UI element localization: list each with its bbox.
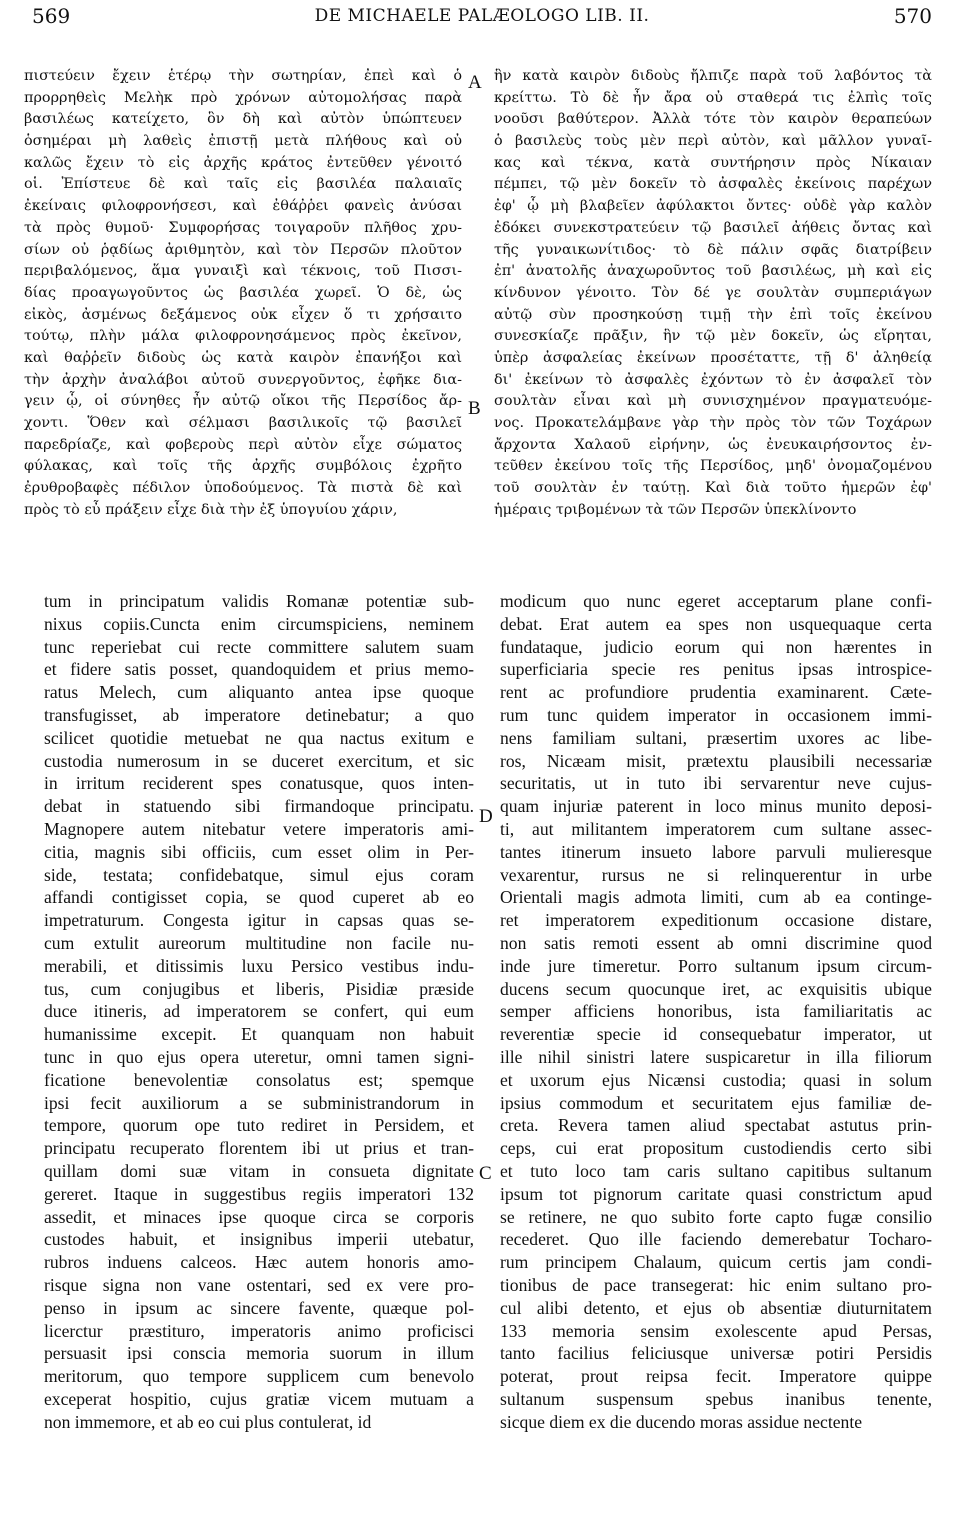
- text-line: νος. Προκατελάμβανε γὰρ τὴν πρὸς τὸν τῶν Τοχάρων: [494, 415, 932, 431]
- text-line: ἐρυθροβαφὲς πέδιλον ὑποδούμενος. Τὰ πιστὰ δὲ καὶ: [24, 480, 462, 497]
- text-line: ἐδόκει συνεκστρατεύειν τῷ βασιλεῖ ἀήθεις ὄντας καὶ: [494, 219, 932, 236]
- text-line: ficatione benevolentiæ consolatus est; spemque: [44, 1069, 474, 1090]
- text-line: cum extulit aureorum multitudine non facile nu-: [44, 932, 474, 953]
- text-line: νοοῦσι βαθύτερον. Ἀλλὰ τότε τὸν καιρὸν θεραπεύων: [494, 111, 932, 128]
- text-line: σουλτὰν εἶναι καὶ μὴ συνισχημένον πραγματευόμε-: [494, 393, 932, 410]
- text-line: affandi contigisset copia, se quod cuperet ab eo: [44, 887, 474, 908]
- text-line: παρεδρίαζε, καὶ φοβεροὺς περὶ αὐτὸν εἶχε σώματος: [24, 436, 462, 453]
- text-line: tionibus de pace transegerat: hic enim sultano pro-: [500, 1274, 932, 1295]
- text-line: penso in ipsum ac sincere favente, quæque pol-: [44, 1297, 474, 1318]
- text-line: non satis remoti essent ab omni discrimine quod: [500, 932, 932, 953]
- text-line: τούτῳ, πλὴν μάλα φιλοφρονησάμενος πρὸς ἐκεῖνον,: [24, 328, 462, 345]
- text-line: πέμπει, τῷ μὲν δοκεῖν τὸ ἀσφαλὲς ἐκείνοις παρέχων: [494, 176, 932, 193]
- text-line: licerctur præstituro, imperatoris animo proficisci: [44, 1320, 474, 1341]
- text-line: vexarentur, rursus ne si relinquerentur in urbe: [500, 864, 932, 885]
- text-line: reverentiæ specie id consequebatur imperator, ut: [500, 1024, 932, 1045]
- text-line: securitatis, ut in tuto ibi servarentur neve cujus-: [500, 773, 932, 794]
- text-line: χοντι. Ὅθεν καὶ σέλμασι βασιλικοῖς τῷ βασιλεῖ: [24, 415, 462, 431]
- text-line: transfugisset, ab imperatore detinebatur; a quo: [44, 704, 474, 725]
- text-line: side, testata; confidebatque, simul ejus coram: [44, 864, 474, 885]
- text-line: ipsum tot pignorum caritate quasi constrictum apud: [500, 1183, 932, 1204]
- text-line: αὐτῷ σὺν προσηκούσῃ τιμῇ τὴν ἐπὶ τοῖς ἐκείνου: [494, 306, 932, 323]
- text-line: κρείττω. Τὸ δὲ ἦν ἄρα οὐ σταθερά τις ἐλπὶς τοῖς: [494, 89, 932, 106]
- text-line: custodes habuit, et insignibus imperii utebatur,: [44, 1229, 474, 1250]
- running-title: DE MICHAELE PALÆOLOGO LIB. II.: [314, 6, 650, 26]
- page-number-left: 569: [32, 4, 71, 28]
- text-line: debat. Erat autem ea spes non usquequaque certa: [500, 613, 932, 634]
- text-line: εἰκὸς, ἀσμένως δεξάμενος οὐκ εἶχεν ὅ τι χρήσαιτο: [24, 306, 462, 323]
- text-line: nens familiam sultani, præsertim uxores ac libe-: [500, 727, 932, 748]
- text-line: προρρηθεὶς Μελὴκ πρὸ χρόνων αὐτομολήσας παρὰ: [24, 89, 462, 106]
- text-line: tunc reperiebat cui recte committere salutem suam: [44, 636, 474, 657]
- text-line: poterat, prout reipsa fecit. Imperatore quippe: [500, 1366, 932, 1387]
- margin-marker-b: B: [468, 398, 481, 419]
- text-line: recederet. Quo ille faciendo demerebatur Tocharo-: [500, 1229, 932, 1250]
- text-line: fundataque, judicio eorum qui non hærentes in: [500, 636, 932, 657]
- text-line: meritorum, quo tempore supplicem cum benevolo: [44, 1366, 474, 1387]
- margin-marker-c: C: [479, 1163, 492, 1184]
- text-line: καὶ θαῤῥεῖν διδοὺς ὡς κατὰ καιρὸν ἐπανήξοι καὶ: [24, 349, 462, 366]
- running-header: [32, 4, 932, 34]
- text-line: ret imperatorem expeditionum occasione distare,: [500, 910, 932, 931]
- text-line: rubros induens calceos. Hæc autem honoris amo-: [44, 1252, 474, 1273]
- text-line: scilicet quotidie metuebat ne qua nactus exitum e: [44, 727, 474, 748]
- text-line: tus, cum conjugibus et liberis, Pisidiæ præside: [44, 978, 474, 999]
- text-line: et uxorum ejus Nicænsi custodia; quasi in solum: [500, 1069, 932, 1090]
- text-line: Magnopere autem nitebatur vetere imperatoris ami-: [44, 818, 474, 839]
- text-line: risque signa non vane ostentari, sed ex vere pro-: [44, 1274, 474, 1295]
- text-line: gereret. Itaque in suggestibus regiis imperatori 132: [44, 1183, 474, 1204]
- text-line: ὁσημέραι μὴ λαθεὶς ἐπιστῇ μετὰ πλήθους καὶ οὐ: [24, 133, 462, 150]
- text-line: τῆς γυναικωνίτιδος· τὸ δὲ πάλιν σφᾶς διατρίβειν: [494, 241, 932, 258]
- text-line: cul alibi detento, et ejus ob absentiæ diuturnitatem: [500, 1297, 932, 1318]
- text-line: nixus copiis.Cuncta enim circumspiciens, neminem: [44, 613, 474, 634]
- text-line: ἐκείναις φιλοφρονήσεσι, καὶ ἐθάῤῥει φανεὶς ἀνύσαι: [24, 198, 462, 215]
- text-line: πιστεύειν ἔχειν ἑτέρῳ τὴν σωτηρίαν, ἐπεὶ καὶ ὁ: [24, 68, 462, 84]
- text-line: ἄρχοντα Χαλαοῦ εἰρήνην, ὡς ἐνευκαιρήσοντος ἐν-: [494, 436, 932, 453]
- text-line: principatu recuperato florentem ibi ut prius et tran-: [44, 1138, 474, 1159]
- text-line: et tuto loco tam caris sultano capitibus sultanum: [500, 1160, 932, 1181]
- page-number-right: 570: [893, 4, 932, 28]
- text-line: tempore, quorum ope tuto rediret in Persidem, et: [44, 1115, 474, 1136]
- text-line: non immemore, et ab eo cui plus contulerat, id: [44, 1411, 372, 1432]
- text-line: tantes itinerum insueto labore parvuli mulieresque: [500, 841, 932, 862]
- greek-column-right: [494, 66, 932, 536]
- text-line: humanissime excepit. Et quanquam non habuit: [44, 1024, 474, 1045]
- text-line: tum in principatum validis Romanæ potentiæ sub-: [44, 591, 474, 611]
- text-line: merabili, et ditissimis luxu Persico vestibus indu-: [44, 955, 474, 976]
- text-line: superficiaria specie res penitus ipsas introspice-: [500, 659, 932, 680]
- text-line: se retinere, ne quo subito forte capto fugæ consilio: [500, 1206, 932, 1227]
- text-line: οἱ. Ἐπίστευε δὲ καὶ ταῖς εἰς βασιλέα παλαιαῖς: [24, 176, 462, 193]
- text-line: semper afficiens honoribus, ista familiaritatis ac: [500, 1001, 932, 1022]
- text-line: ἐπ' ἀνατολῆς ἀναχωροῦντος τοῦ βασιλέως, μὴ καὶ εἰς: [494, 263, 932, 280]
- text-line: βασιλέως κατείχετο, ὃν δὴ καὶ αὐτὸν ὑπώπτευεν: [24, 111, 462, 128]
- text-line: ceps, cui erat propositum custodiendis certo sibi: [500, 1138, 932, 1159]
- text-line: duce itineris, ad imperatorem se confert, qui eum: [44, 1001, 474, 1022]
- text-line: persuasit ipsi conscia memoria suorum in illum: [44, 1343, 474, 1364]
- text-line: rum principem Chalaum, quicum certis jam condi-: [500, 1252, 932, 1273]
- text-line: περιβαλόμενος, ἅμα γυναιξὶ καὶ τέκνοις, τοῦ Πισσι-: [24, 263, 462, 280]
- text-line: καλῶς ἔχειν τὸ εἰς ἀρχῆς κράτος ἐντεῦθεν γένοιτό: [24, 154, 462, 171]
- text-line: exceperat hospitio, cujus gratiæ vicem mutuam a: [44, 1388, 474, 1409]
- text-line: ἣν κατὰ καιρὸν διδοὺς ἤλπιζε παρὰ τοῦ λαβόντος τὰ: [494, 68, 932, 84]
- text-line: κίνδυνον γένοιτο. Τὸν δέ γε σουλτὰν συμπεριάγων: [494, 284, 932, 301]
- text-line: ille nihil sinistri latere suspicaretur in illa filiorum: [500, 1046, 932, 1067]
- text-line: δίας προαγωγοῦντος ὡς βασιλέα χωρεῖ. Ὁ δὲ, ὡς: [24, 284, 462, 301]
- latin-column-left: [44, 590, 474, 1440]
- text-line: δι' ἐκείνων τὸ ἀσφαλὲς ἐχόντων τὸ ἐν ἀσφαλεῖ τὸν: [494, 371, 932, 388]
- text-line: ipsius commodum et securitatem ejus familiæ de-: [500, 1092, 932, 1113]
- text-line: citia, magnis sibi officiis, cum esset olim in Per-: [44, 841, 474, 862]
- text-line: τοῦ σουλτὰν ἐν ταύτῃ. Καὶ διὰ τοῦτο ἡμερῶν ἐφ': [494, 480, 932, 497]
- text-line: ἐφ' ᾧ μὴ βλαβεῖεν ἀφύλακτοι ὄντες· οὐδὲ γὰρ καλὸν: [494, 198, 932, 215]
- margin-marker-a: A: [468, 72, 482, 93]
- text-line: inde jure timeretur. Porro sultanum ipsum circum-: [500, 955, 932, 976]
- text-line: κας καὶ τέκνα, κατὰ συντήρησιν πρὸς Νίκαιαν: [494, 154, 932, 171]
- text-line: quillam domi suæ vitam in consueta dignitate: [44, 1160, 474, 1181]
- text-line: in irritum reciderent spes conatusque, quos inten-: [44, 773, 474, 794]
- text-line: et fidere satis posset, quandoquidem et prius memo-: [44, 659, 474, 680]
- margin-marker-d: D: [479, 806, 493, 827]
- text-line: tunc in quo ejus opera uteretur, omni tamen signi-: [44, 1046, 474, 1067]
- text-line: ὑπὲρ ἀσφαλείας ἐκείνων προσέταττε, τῇ δ' ἀληθείᾳ: [494, 349, 932, 366]
- text-line: ti, aut militantem imperatorem cum sultane assec-: [500, 818, 932, 839]
- text-line: συνεσκίαζε πρᾶξιν, ἣν τῷ μὲν δοκεῖν, ὡς εἴρηται,: [494, 328, 932, 345]
- text-line: assedit, et minaces ipse quoque circa se corporis: [44, 1206, 474, 1227]
- text-line: τὰ πρὸς θυμοῦ· Συμφορήσας τοιγαροῦν πλῆθος χρυ-: [24, 219, 462, 236]
- text-line: sicque diem ex die ducendo moras assidue nectente: [500, 1411, 863, 1432]
- text-line: φύλακας, καὶ τοῖς τῆς ἀρχῆς συμβόλοις ἐχρῆτο: [24, 458, 462, 475]
- latin-column-right: [500, 590, 932, 1440]
- text-line: ducens secum quocunque iret, ac exquisitis ubique: [500, 978, 932, 999]
- greek-column-left: [24, 66, 462, 536]
- text-line: modicum quo nunc egeret acceptarum plane confi-: [500, 591, 932, 611]
- text-line: ros, Nicæam misit, prætextu plausibili necessariæ: [500, 750, 932, 771]
- text-line: ipsi fecit auxiliorum a se subministrandorum in: [44, 1092, 474, 1113]
- text-line: debat in statuendo sibi firmandoque principatu.: [44, 796, 474, 817]
- text-line: σίων οὐ ῥᾳδίως ἀριθμητὸν, καὶ τὸν Περσῶν πλοῦτον: [24, 241, 462, 258]
- text-line: Orientali magis admota limiti, cum ab ea continge-: [500, 887, 932, 908]
- text-line: rent ac profundiore prudentia examinarent. Cæte-: [500, 682, 932, 703]
- text-line: impetraturum. Congesta igitur in capsas quas se-: [44, 910, 474, 931]
- text-line: creta. Revera tamen aliud spectabat astutus prin-: [500, 1115, 932, 1136]
- text-line: ratus Melech, cum aliquanto antea ipse quoque: [44, 682, 474, 703]
- text-line: rum tunc quidem imperator in occasionem immi-: [500, 704, 932, 725]
- text-line: γειν ᾧ, οἱ σύνηθες ἦν αὐτῷ οἴκοι τῆς Περσίδος ἄρ-: [24, 393, 462, 410]
- text-line: custodia numerosum in se duceret exercitum, et sic: [44, 750, 474, 771]
- text-line: sultanum suspensum spebus inanibus tenente,: [500, 1388, 932, 1409]
- text-line: ὁ βασιλεὺς τοὺς μὲν περὶ αὐτὸν, καὶ μᾶλλον γυναῖ-: [494, 133, 932, 150]
- text-line: τεῦθεν ἐκείνου τοῖς τῆς Περσίδος, μηδ' ὀνομαζομένου: [494, 458, 932, 475]
- text-line: ἡμέραις τριβομένων τὰ τῶν Περσῶν ὑπεκλίνοντο: [494, 501, 857, 518]
- text-line: πρὸς τὸ εὖ πράξειν εἶχε διὰ τὴν ἐξ ὑπογυίου χάριν,: [24, 501, 398, 518]
- text-line: quam injuriæ paterent in loco minus munito deposi-: [500, 796, 932, 817]
- text-line: tanto facilius feliciusque universæ potiri Persidis: [500, 1343, 932, 1364]
- text-line: 133 memoria sensim exolescente apud Persas,: [500, 1320, 932, 1341]
- text-line: τὴν ἀρχὴν ἀναλάβοι αὐτοῦ συνεργοῦντος, ἐφῆκε δια-: [24, 371, 462, 388]
